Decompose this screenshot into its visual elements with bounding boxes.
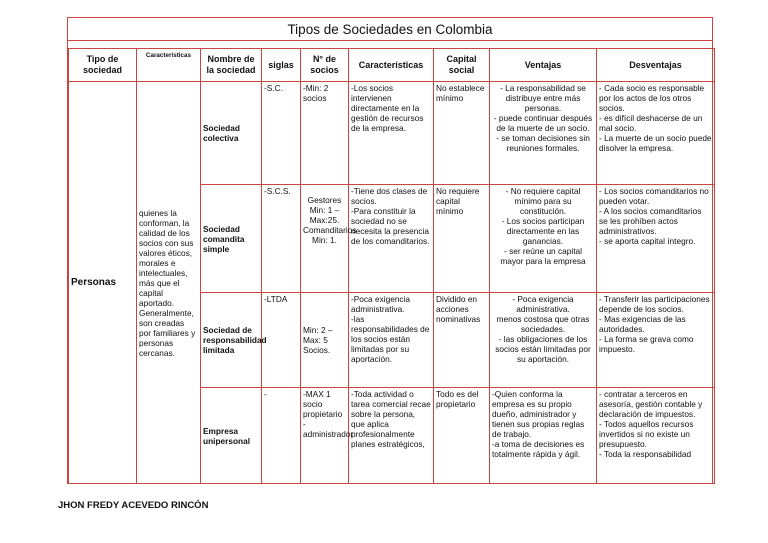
caracteristicas-cell bbox=[349, 388, 434, 484]
capital-cell: No establece mínimo bbox=[434, 82, 490, 185]
ventajas-cell bbox=[490, 185, 597, 293]
socios-cell bbox=[301, 82, 349, 185]
capital-cell: No requiere capital mínimo bbox=[434, 185, 490, 293]
cell-line: -Toda actividad o tarea comercial recae sobre la persona, que aplica profesionalmente planes estratégicos, bbox=[351, 389, 431, 449]
cell-line: -MAX 1 socio propietario -administrador bbox=[303, 389, 354, 439]
title-gap bbox=[68, 41, 712, 48]
cell-line: - Los socios comanditarios no pueden votar. bbox=[599, 186, 709, 206]
cell-line: - es difícil deshacerse de un mal socio. bbox=[599, 113, 703, 133]
capital-cell: Todo es del propietario bbox=[434, 388, 490, 484]
cell-line: -Los socios intervienen directamente en la gestión de recursos de la empresa. bbox=[351, 83, 424, 133]
cell-line: - Transferir las participaciones depende de los socios. bbox=[599, 294, 710, 314]
descripcion-cell: quienes la conforman, la calidad de los socios con sus valores éticos, morales e intelectuales, más que el capital aportado. Generalmente, son creadas por familiares y personas cercanas. bbox=[137, 82, 201, 484]
socios-cell bbox=[301, 293, 349, 388]
siglas-cell: - bbox=[262, 388, 301, 484]
cell-line: Gestores Min: 1 – Max:25. Comanditarios Min: 1. bbox=[303, 195, 357, 245]
desventajas-cell bbox=[597, 293, 715, 388]
cell-line: -Para constituir la sociedad no se necesita la presencia de los comanditarios. bbox=[351, 206, 430, 246]
document-sheet bbox=[67, 17, 713, 484]
caracteristicas-cell bbox=[349, 82, 434, 185]
nombre-cell: Sociedad comandita simple bbox=[201, 185, 262, 293]
header-desventajas: Desventajas bbox=[597, 49, 715, 82]
cell-line: - Mas exigencias de las autoridades. bbox=[599, 314, 686, 334]
cell-line: - No requiere capital mínimo para su constitución. bbox=[505, 186, 581, 216]
header-row bbox=[69, 49, 715, 82]
desventajas-cell bbox=[597, 185, 715, 293]
siglas-cell: -S.C.S. bbox=[262, 185, 301, 293]
author-name: JHON FREDY ACEVEDO RINCÓN bbox=[58, 500, 209, 511]
cell-line: - se toman decisiones sin reuniones formales. bbox=[496, 133, 590, 153]
siglas-cell: -S.C. bbox=[262, 82, 301, 185]
cell-line: -Poca exigencia administrativa. bbox=[351, 294, 411, 314]
header-tipo: Tipo de sociedad bbox=[69, 49, 137, 82]
ventajas-cell bbox=[490, 388, 597, 484]
header-siglas: siglas bbox=[262, 49, 301, 82]
cell-line: -Min: 2 socios bbox=[303, 83, 329, 103]
caracteristicas-cell bbox=[349, 185, 434, 293]
header-caracteristicas-small: Características bbox=[137, 49, 201, 82]
socios-cell bbox=[301, 388, 354, 484]
tipo-sociedad-cell: Personas bbox=[69, 82, 137, 484]
table-row bbox=[69, 82, 715, 185]
desventajas-cell bbox=[597, 82, 715, 185]
sociedades-table bbox=[68, 48, 715, 484]
nombre-cell: Sociedad de responsabilidad limitada bbox=[201, 293, 262, 388]
cell-line: - La responsabilidad se distribuye entre más personas. bbox=[500, 83, 586, 113]
socios-cell bbox=[301, 185, 357, 293]
cell-line: -las responsabilidades de los socios están limitadas por su aportación. bbox=[351, 314, 430, 364]
capital-cell: Dividido en acciones nominativas bbox=[434, 293, 490, 388]
cell-line: Min: 2 – Max: 5 Socios. bbox=[303, 325, 333, 355]
cell-line: - contratar a terceros en asesoría, gestión contable y declaración de impuestos. bbox=[599, 389, 703, 419]
nombre-cell: Sociedad colectiva bbox=[201, 82, 262, 185]
cell-line: - A los socios comanditarios se les prohíben actos administrativos. bbox=[599, 206, 702, 236]
cell-line: -Quien conforma la empresa es su propio dueño, administrador y tienen sus propias reglas de trabajo. bbox=[492, 389, 585, 439]
cell-line: - Poca exigencia administrativa. bbox=[512, 294, 574, 314]
cell-line: -Tiene dos clases de socios. bbox=[351, 186, 428, 206]
cell-line: - Cada socio es responsable por los actos de los otros socios. bbox=[599, 83, 705, 113]
cell-line: - se aporta capital íntegro. bbox=[599, 236, 696, 246]
nombre-cell: Empresa unipersonal bbox=[201, 388, 262, 484]
header-socios: N° de socios bbox=[301, 49, 349, 82]
cell-line: - las obligaciones de los socios están limitadas por su aportación. bbox=[495, 334, 591, 364]
ventajas-cell bbox=[490, 82, 597, 185]
header-caracteristicas: Características bbox=[349, 49, 434, 82]
cell-line: - ser reúne un capital mayor para la empresa bbox=[500, 246, 586, 266]
siglas-cell: -LTDA bbox=[262, 293, 301, 388]
cell-line: - La forma se grava como impuesto. bbox=[599, 334, 694, 354]
cell-line: - puede continuar después de la muerte de un socio. bbox=[493, 113, 593, 133]
desventajas-cell bbox=[597, 388, 715, 484]
caracteristicas-cell bbox=[349, 293, 434, 388]
cell-line: -a toma de decisiones es totalmente rápida y ágil. bbox=[492, 439, 585, 459]
cell-line: - La muerte de un socio puede disolver la empresa. bbox=[599, 133, 712, 153]
cell-line: - Los socios participan directamente en las ganancias. bbox=[501, 216, 585, 246]
ventajas-cell bbox=[490, 293, 597, 388]
header-capital: Capital social bbox=[434, 49, 490, 82]
cell-line: - Toda la responsabilidad bbox=[599, 449, 692, 459]
header-nombre: Nombre de la sociedad bbox=[201, 49, 262, 82]
cell-line: - Todos aquellos recursos invertidos si no existe un presupuesto. bbox=[599, 419, 694, 449]
cell-line: menos costosa que otras sociedades. bbox=[496, 314, 590, 334]
document-title: Tipos de Sociedades en Colombia bbox=[68, 18, 712, 41]
header-ventajas: Ventajas bbox=[490, 49, 597, 82]
